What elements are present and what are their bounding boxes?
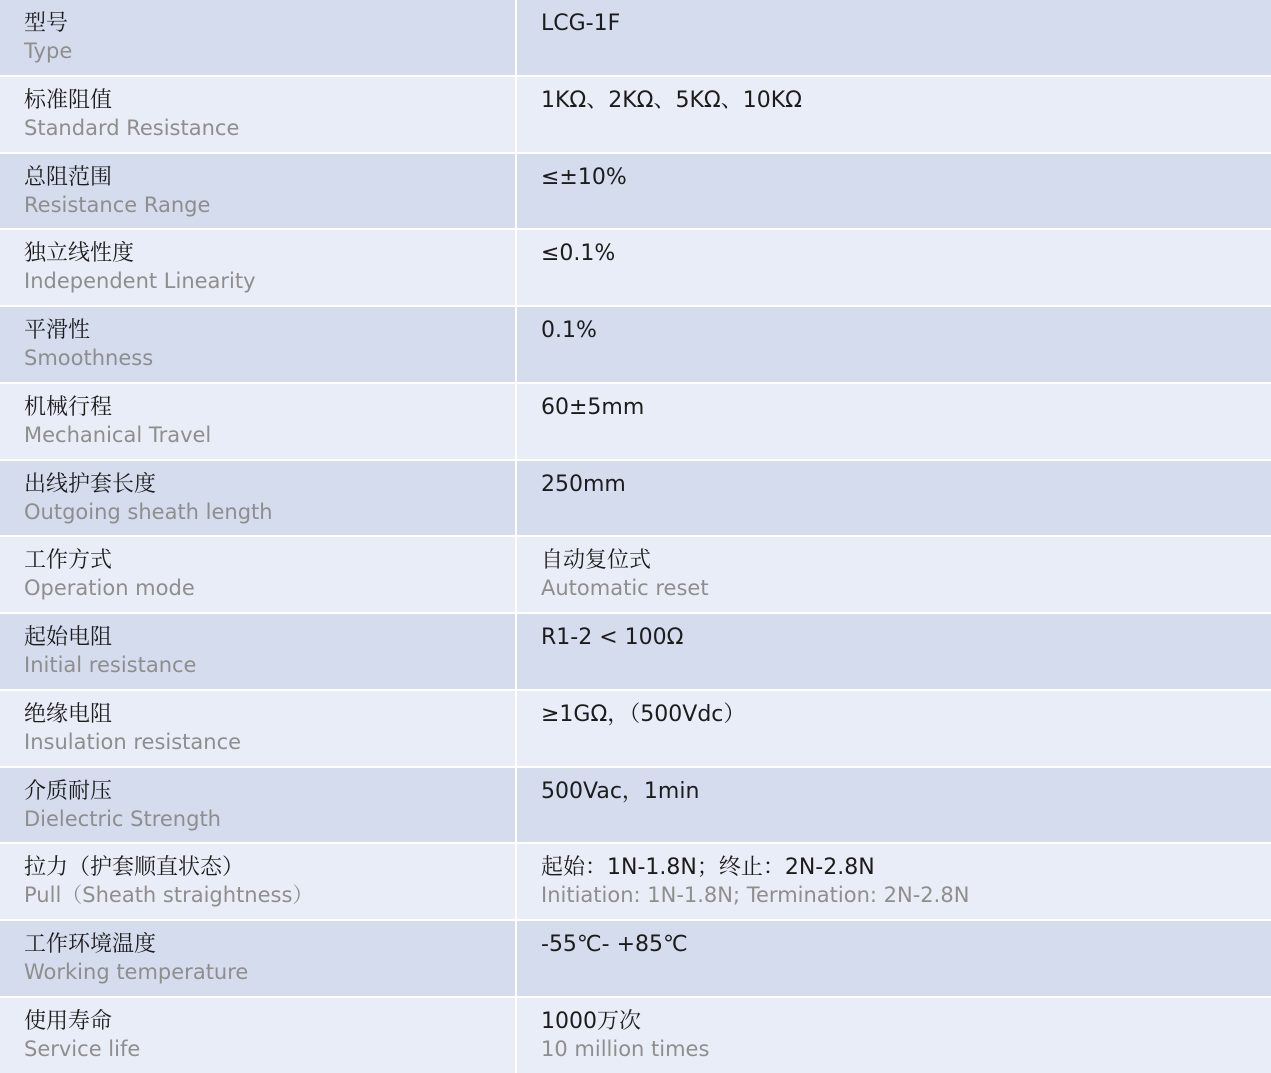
- spec-value-cell: [516, 0, 1271, 76]
- spec-value-cn: ≤0.1%: [541, 241, 616, 267]
- spec-label-en: Dielectric Strength: [24, 806, 221, 831]
- spec-value-cn: LCG-1F: [541, 11, 621, 36]
- spec-label-cell: [0, 153, 516, 230]
- spec-value-cn: 起始：1N-1.8N；终止：2N-2.8N: [541, 855, 875, 881]
- spec-value-en: 10 million times: [541, 1036, 710, 1061]
- table-row: [0, 306, 1271, 383]
- spec-value-cn: 0.1%: [541, 318, 597, 343]
- spec-label-en: Service life: [24, 1036, 141, 1061]
- spec-value-cn: 60±5mm: [541, 394, 645, 420]
- spec-value-cn: ≤±10%: [541, 164, 627, 190]
- spec-label-cn: 绝缘电阻: [24, 701, 113, 727]
- spec-label-cell: [0, 613, 516, 690]
- table-row: [0, 997, 1271, 1073]
- spec-label-cn: 型号: [24, 11, 69, 36]
- spec-value-cell: [516, 229, 1271, 306]
- spec-label-en: Type: [24, 39, 73, 64]
- spec-label-en: Mechanical Travel: [24, 422, 212, 447]
- spec-label-cell: [0, 536, 516, 613]
- table-row: [0, 76, 1271, 153]
- spec-label-en: Pull（Sheath straightness）: [24, 883, 314, 908]
- spec-label-cn: 使用寿命: [24, 1008, 113, 1034]
- spec-label-cell: [0, 920, 516, 997]
- spec-label-cn: 工作方式: [24, 548, 113, 574]
- spec-label-en: Independent Linearity: [24, 269, 256, 294]
- table-row: [0, 229, 1271, 306]
- spec-value-cn: 250mm: [541, 471, 626, 497]
- spec-label-cell: [0, 767, 516, 844]
- spec-value-cn: 1KΩ、2KΩ、5KΩ、10KΩ: [541, 87, 802, 113]
- spec-label-cell: [0, 229, 516, 306]
- spec-value-cn: 1000万次: [541, 1008, 641, 1034]
- spec-value-cell: [516, 843, 1271, 920]
- spec-value-cn: 自动复位式: [541, 548, 652, 574]
- spec-label-cn: 拉力（护套顺直状态）: [24, 855, 245, 881]
- spec-label-en: Operation mode: [24, 576, 195, 601]
- spec-value-cell: [516, 767, 1271, 844]
- spec-value-cell: [516, 920, 1271, 997]
- spec-label-en: Smoothness: [24, 346, 154, 371]
- spec-label-cell: [0, 306, 516, 383]
- spec-label-cn: 标准阻值: [24, 87, 113, 113]
- table-row: [0, 460, 1271, 537]
- spec-value-cn: R1-2 < 100Ω: [541, 625, 684, 650]
- spec-label-en: Initial resistance: [24, 653, 197, 678]
- spec-value-cell: [516, 383, 1271, 460]
- spec-label-en: Resistance Range: [24, 192, 211, 217]
- table-row: [0, 536, 1271, 613]
- spec-value-cell: [516, 76, 1271, 153]
- spec-label-cn: 介质耐压: [24, 778, 113, 804]
- spec-label-cell: [0, 843, 516, 920]
- spec-label-en: Standard Resistance: [24, 115, 240, 140]
- spec-value-en: Initiation: 1N-1.8N; Termination: 2N-2.8N: [541, 883, 970, 908]
- spec-label-cn: 独立线性度: [24, 241, 135, 267]
- spec-value-cell: [516, 536, 1271, 613]
- table-row: [0, 0, 1271, 76]
- spec-label-cell: [0, 460, 516, 537]
- spec-label-cell: [0, 383, 516, 460]
- spec-label-cn: 平滑性: [24, 318, 91, 343]
- spec-label-cell: [0, 0, 516, 76]
- spec-value-cell: [516, 460, 1271, 537]
- spec-label-en: Working temperature: [24, 960, 249, 985]
- table-row: [0, 613, 1271, 690]
- table-row: [0, 383, 1271, 460]
- spec-label-cell: [0, 997, 516, 1073]
- table-row: [0, 690, 1271, 767]
- spec-value-cell: [516, 306, 1271, 383]
- spec-label-cell: [0, 76, 516, 153]
- spec-label-cn: 出线护套长度: [24, 471, 157, 497]
- spec-label-cell: [0, 690, 516, 767]
- spec-value-cn: 500Vac，1min: [541, 778, 700, 804]
- spec-value-en: Automatic reset: [541, 576, 709, 601]
- spec-label-en: Outgoing sheath length: [24, 499, 273, 524]
- spec-value-cn: ≥1GΩ，（500Vdc）: [541, 701, 746, 727]
- table-row: [0, 843, 1271, 920]
- table-row: [0, 767, 1271, 844]
- spec-value-cell: [516, 997, 1271, 1073]
- spec-label-cn: 工作环境温度: [24, 932, 157, 957]
- spec-label-cn: 机械行程: [24, 394, 113, 420]
- spec-value-cell: [516, 153, 1271, 230]
- spec-label-cn: 起始电阻: [24, 625, 113, 650]
- table-row: [0, 920, 1271, 997]
- spec-value-cn: -55℃- +85℃: [541, 932, 688, 957]
- spec-label-en: Insulation resistance: [24, 729, 242, 754]
- spec-value-cell: [516, 690, 1271, 767]
- table-row: [0, 153, 1271, 230]
- spec-label-cn: 总阻范围: [24, 164, 113, 190]
- spec-value-cell: [516, 613, 1271, 690]
